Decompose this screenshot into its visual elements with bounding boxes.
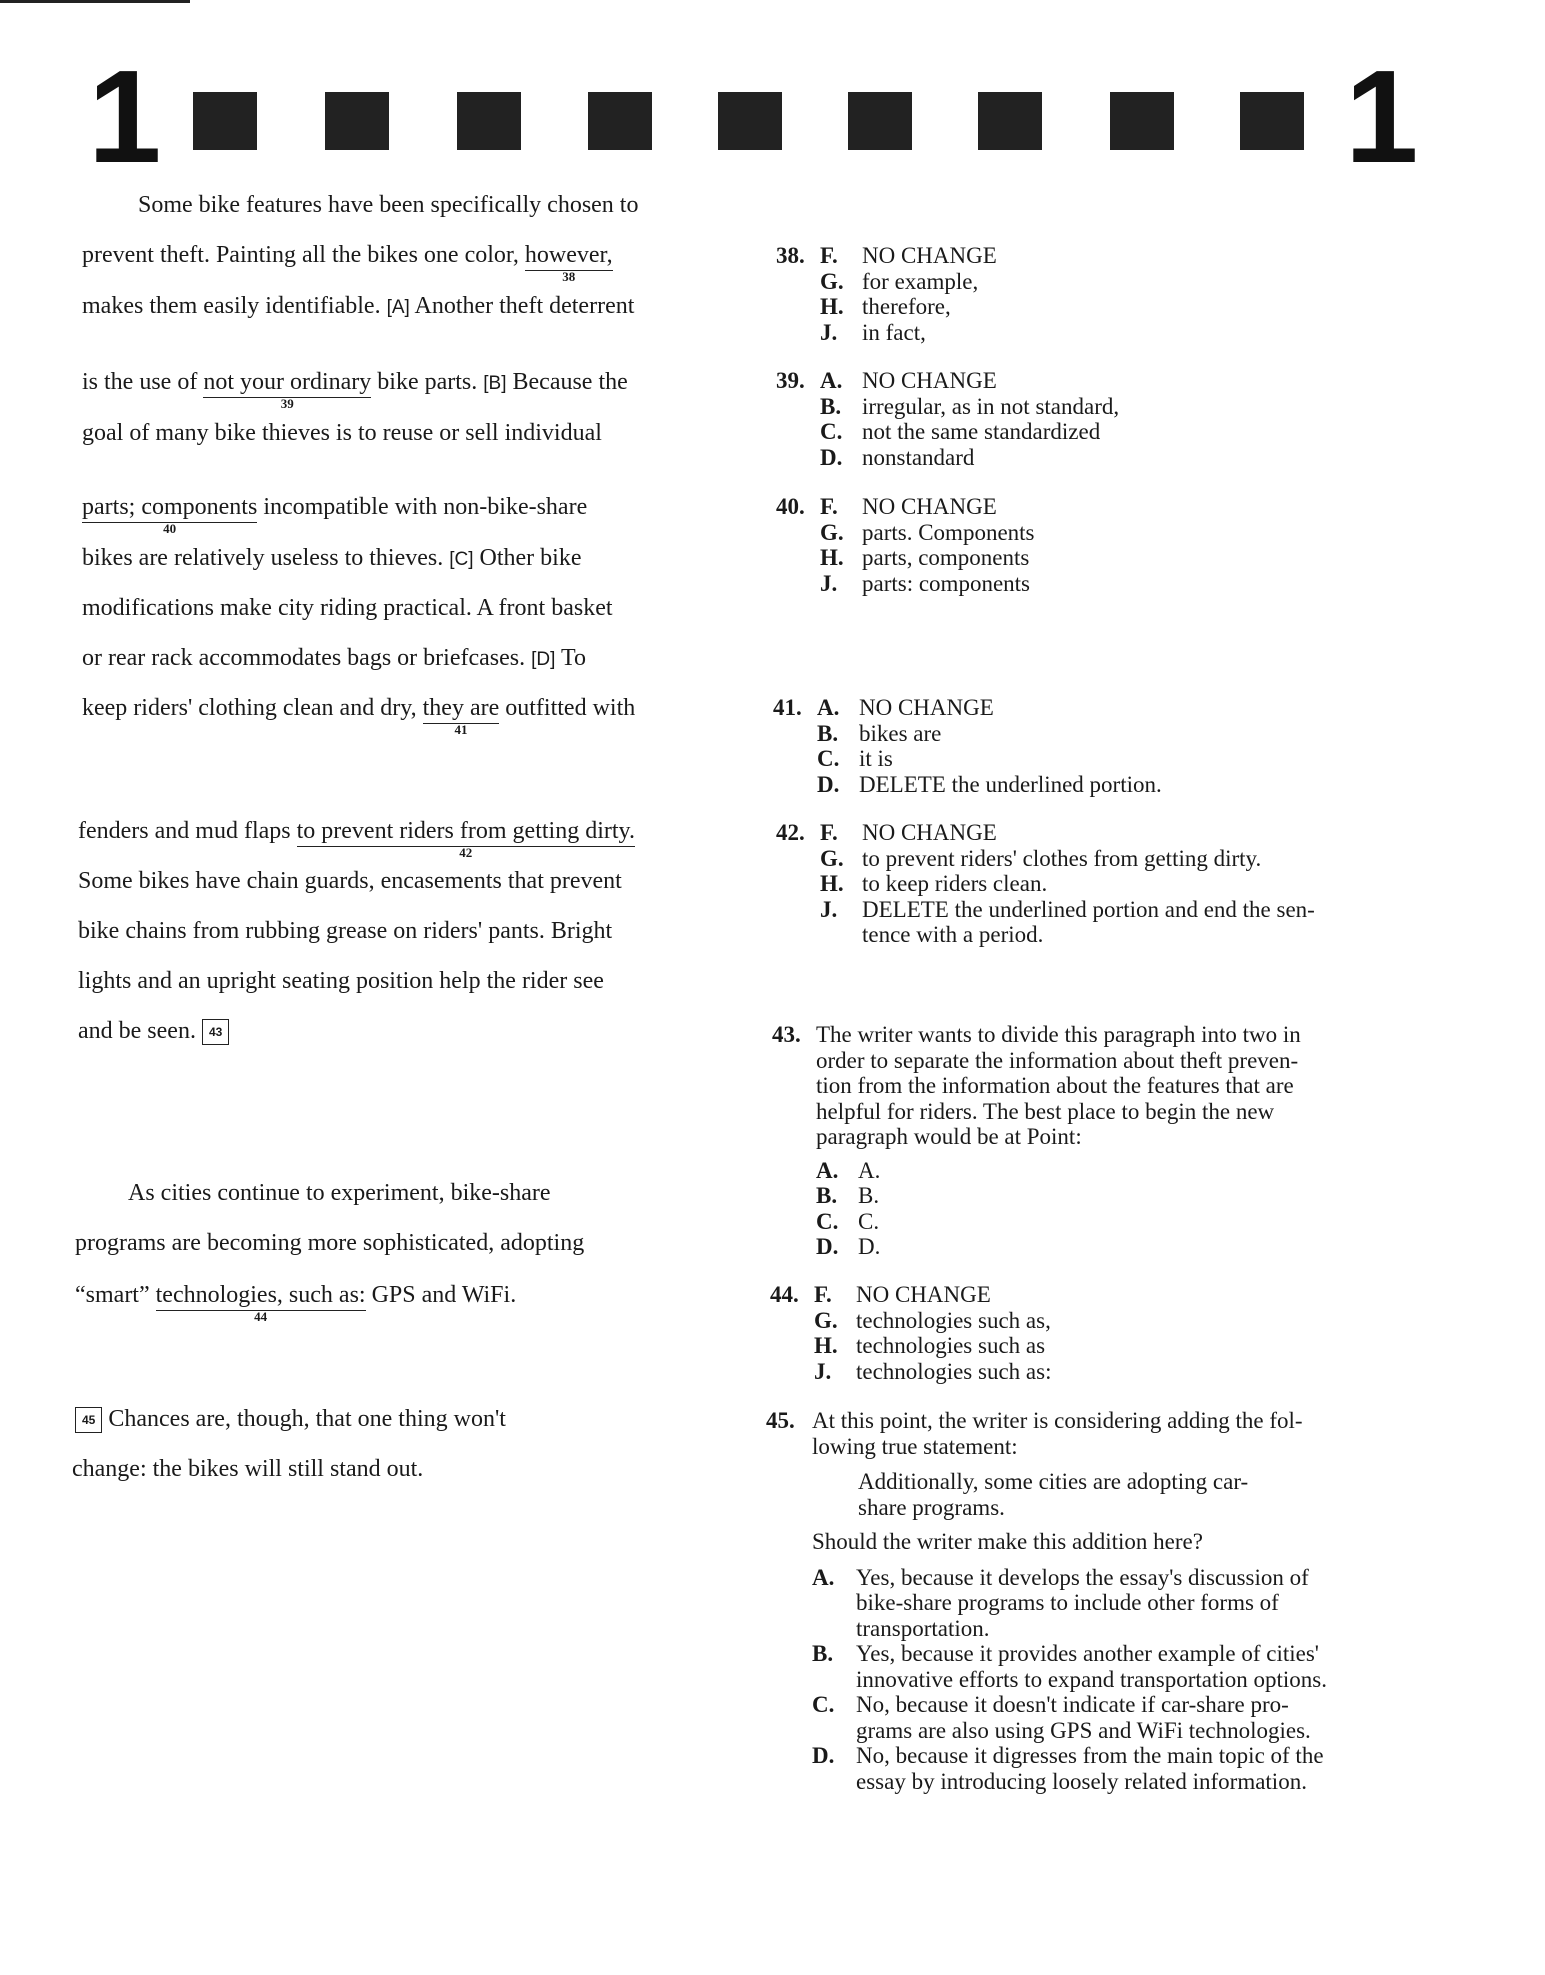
option-letter: H. [820,545,844,570]
option-text: bikes are [859,720,942,746]
answer-option[interactable] [814,1308,1464,1334]
passage-line: change: the bikes will still stand out. [72,1456,424,1482]
option-text: not the same standardized [862,419,1101,444]
option-text: NO CHANGE [859,695,994,720]
option-letter: H. [820,871,844,896]
option-text: for example, [862,268,979,294]
underlined-text: however, [524,242,613,268]
answer-option[interactable] [820,871,1490,897]
answer-option[interactable] [820,294,1470,320]
section-number-right: 1 [1345,43,1419,190]
option-letter: J. [820,319,838,345]
answer-option-continued [812,1769,1492,1795]
option-letter: A. [812,1564,835,1590]
header-square [848,92,912,150]
answer-options [820,494,1470,596]
header-square [978,92,1042,150]
option-letter: F. [820,820,838,845]
question-number-label: 42 [459,845,473,860]
option-text: innovative efforts to expand transportation options. [856,1666,1327,1692]
passage-text: incompatible with non-bike-share [257,494,588,520]
underlined-text: they are [422,695,500,721]
option-letter: A. [820,368,843,393]
answer-option[interactable] [820,820,1490,846]
underlined-portion-42[interactable] [296,816,635,860]
answer-option[interactable] [812,1692,1492,1718]
passage-text: Other bike [473,545,582,571]
passage-text: keep riders' clothing clean and dry, [82,695,423,721]
underlined-portion-41[interactable] [422,693,500,737]
question-number-label: 44 [254,1309,268,1324]
option-letter: J. [814,1358,832,1384]
point-marker-b: [B] [483,373,507,394]
question-number: 44. [770,1282,799,1307]
option-letter: D. [812,1743,835,1768]
option-letter: D. [817,771,840,797]
option-text: parts: components [862,570,1030,596]
answer-option-continued [812,1718,1492,1744]
answer-options [820,820,1490,948]
option-letter: B. [812,1641,834,1666]
passage-line [82,367,628,411]
passage-line [75,1404,506,1434]
question-number: 38. [776,243,805,268]
answer-options [814,1282,1464,1384]
option-text: D. [858,1234,881,1259]
answer-options [820,368,1470,470]
option-text: parts. Components [862,519,1035,545]
option-text: B. [858,1183,880,1208]
option-text: Yes, because it develops the essay's discussion of [856,1564,1309,1590]
header-square [1240,92,1304,150]
stem-line: order to separate the information about theft preven- [816,1047,1299,1073]
answer-option[interactable] [817,772,1467,798]
passage-line [82,643,586,675]
answer-option[interactable] [820,445,1470,471]
answer-option[interactable] [817,695,1467,721]
option-text: irregular, as in not standard, [862,393,1120,419]
option-letter: B. [816,1183,838,1208]
answer-option[interactable] [820,368,1470,394]
underlined-text: to prevent riders from getting dirty. [296,818,635,844]
stem-line: tion from the information about the features that are [816,1073,1294,1098]
passage-line [82,291,634,323]
question-number: 43. [772,1022,801,1047]
option-text: technologies such as [856,1333,1046,1358]
point-marker-c: [C] [449,549,474,570]
answer-option[interactable] [812,1743,1492,1769]
passage-line: lights and an upright seating position help the rider see [78,968,604,994]
question-number: 41. [773,695,802,720]
passage-line: modifications make city riding practical. A front basket [82,595,613,621]
answer-option[interactable] [820,846,1490,872]
quoted-statement: Additionally, some cities are adopting car- [858,1469,1249,1494]
stem-line: lowing true statement: [812,1433,1018,1459]
option-text: it is [859,746,893,771]
option-text: tence with a period. [862,922,1044,947]
passage-line: bike chains from rubbing grease on riders' pants. Bright [78,918,613,944]
option-text: technologies such as, [856,1307,1051,1333]
option-letter: A. [816,1157,839,1183]
option-letter: F. [820,243,838,268]
option-text: DELETE the underlined portion. [859,771,1162,797]
option-letter: H. [814,1333,838,1358]
option-text: in fact, [862,319,926,345]
page-header [0,43,1545,190]
passage-line: As cities continue to experiment, bike-share [128,1180,551,1206]
option-letter: B. [817,720,839,746]
passage-text: outfitted with [499,695,636,721]
answer-option[interactable] [816,1158,1486,1184]
option-letter: G. [814,1307,838,1333]
point-marker-d: [D] [531,649,556,670]
question-box-43[interactable]: 43 [202,1019,229,1045]
option-letter: D. [816,1234,839,1259]
passage-text: Chances are, though, that one thing won't [102,1406,506,1432]
answer-option[interactable] [817,721,1467,747]
answer-option[interactable] [820,320,1470,346]
stem-line: The writer wants to divide this paragraph into two in [816,1022,1301,1047]
passage-line: programs are becoming more sophisticated, adopting [75,1230,585,1256]
passage-line [82,693,636,737]
passage-line: Some bikes have chain guards, encasements that prevent [78,868,622,894]
question-prompt: Should the writer make this addition here? [812,1529,1203,1554]
answer-option-continued [812,1590,1492,1616]
question-number-label: 41 [454,722,468,737]
header-square [718,92,782,150]
answer-option[interactable] [817,746,1467,772]
passage-text: “smart” [75,1282,156,1308]
option-letter: C. [816,1208,839,1234]
header-square [1110,92,1174,150]
passage-text: GPS and WiFi. [365,1282,517,1308]
answer-option[interactable] [814,1282,1464,1308]
option-text: nonstandard [862,444,975,470]
passage-text: and be seen. [78,1018,196,1044]
passage-text: bike parts. [371,369,478,395]
option-letter: H. [820,294,844,319]
header-square [193,92,257,150]
underlined-portion-44[interactable] [155,1280,366,1324]
answer-option[interactable] [820,494,1470,520]
option-text: No, because it doesn't indicate if car-share pro- [856,1692,1289,1717]
passage-text: is the use of [82,369,204,395]
passage-text: prevent theft. Painting all the bikes one color, [82,242,525,268]
underlined-text: not your ordinary [203,369,372,395]
answer-option[interactable] [816,1209,1486,1235]
option-text: therefore, [862,294,951,319]
option-letter: J. [820,570,838,596]
answer-option-continued [812,1667,1492,1693]
passage-line [78,816,635,860]
answer-option[interactable] [812,1641,1492,1667]
underlined-portion-40[interactable] [82,492,258,536]
answer-options [820,243,1470,345]
answer-option[interactable] [820,897,1490,923]
option-letter: G. [820,845,844,871]
point-marker-a: [A] [386,297,410,318]
option-letter: D. [820,444,843,470]
stem-line: helpful for riders. The best place to begin the new [816,1098,1275,1124]
option-text: DELETE the underlined portion and end the sen- [862,896,1315,922]
option-letter: C. [820,419,843,444]
question-number-label: 40 [163,521,177,536]
option-letter: J. [820,896,838,922]
underlined-text: technologies, such as: [155,1282,366,1308]
option-letter: C. [812,1692,835,1717]
passage-text: bikes are relatively useless to thieves. [82,545,444,571]
passage-text: Another theft deterrent [409,293,635,319]
option-text: NO CHANGE [862,820,997,845]
option-text: No, because it digresses from the main topic of the [856,1743,1324,1768]
header-square [588,92,652,150]
top-border-line [0,0,190,3]
option-letter: A. [817,695,840,720]
answer-option[interactable] [820,243,1470,269]
passage-line [82,543,581,575]
question-stem [816,1022,1486,1260]
option-letter: C. [817,746,840,771]
stem-line: paragraph would be at Point: [816,1124,1082,1149]
underlined-text: parts; components [82,494,258,520]
passage-line [82,492,588,536]
question-number: 45. [766,1408,795,1433]
answer-option[interactable] [820,520,1470,546]
section-number-left: 1 [88,43,162,190]
passage-text: Because the [506,369,628,395]
passage-text: makes them easily identifiable. [82,293,381,319]
option-text: NO CHANGE [862,494,997,519]
question-box-45[interactable]: 45 [75,1407,102,1433]
passage-text: To [555,645,586,671]
option-text: Yes, because it provides another example of cities' [856,1641,1319,1666]
option-text: A. [858,1157,881,1183]
option-text: NO CHANGE [862,243,997,268]
answer-option-continued [820,922,1490,948]
question-number-label: 39 [280,396,294,411]
stem-line: At this point, the writer is considering adding the fol- [812,1408,1303,1433]
question-number: 39. [776,368,805,393]
passage-line [82,240,613,284]
answer-option[interactable] [820,269,1470,295]
underlined-portion-39[interactable] [203,367,372,411]
passage-line: goal of many bike thieves is to reuse or sell individual [82,420,602,446]
option-text: to prevent riders' clothes from getting dirty. [862,845,1262,871]
answer-option-continued [812,1616,1492,1642]
option-text: parts, components [862,545,1030,570]
option-text: bike-share programs to include other forms of [856,1590,1279,1615]
option-text: essay by introducing loosely related information. [856,1768,1307,1794]
quoted-statement: share programs. [858,1494,1005,1520]
question-number: 42. [776,820,805,845]
passage-text: fenders and mud flaps [78,818,297,844]
header-square [457,92,521,150]
option-text: grams are also using GPS and WiFi technologies. [856,1717,1311,1743]
answer-option[interactable] [820,394,1470,420]
passage-line [78,1016,229,1046]
answer-option[interactable] [816,1183,1486,1209]
option-text: NO CHANGE [862,368,997,393]
option-letter: G. [820,268,844,294]
option-text: to keep riders clean. [862,871,1048,896]
option-letter: B. [820,393,842,419]
passage-line [75,1280,517,1324]
option-text: transportation. [856,1615,990,1641]
option-letter: F. [814,1282,832,1307]
option-letter: F. [820,494,838,519]
question-number: 40. [776,494,805,519]
answer-options [817,695,1467,797]
answer-option[interactable] [812,1565,1492,1591]
answer-option[interactable] [820,571,1470,597]
option-text: technologies such as: [856,1358,1052,1384]
answer-option[interactable] [814,1333,1464,1359]
header-square [325,92,389,150]
question-number-label: 38 [562,269,576,284]
answer-option[interactable] [820,419,1470,445]
answer-option[interactable] [814,1359,1464,1385]
question-stem [812,1408,1492,1794]
underlined-portion-38[interactable] [524,240,613,284]
passage-line: Some bike features have been specifically chosen to [138,192,639,218]
passage-text: or rear rack accommodates bags or briefcases. [82,645,526,671]
option-text: C. [858,1208,880,1234]
option-letter: G. [820,519,844,545]
option-text: NO CHANGE [856,1282,991,1307]
answer-option[interactable] [816,1234,1486,1260]
answer-option[interactable] [820,545,1470,571]
